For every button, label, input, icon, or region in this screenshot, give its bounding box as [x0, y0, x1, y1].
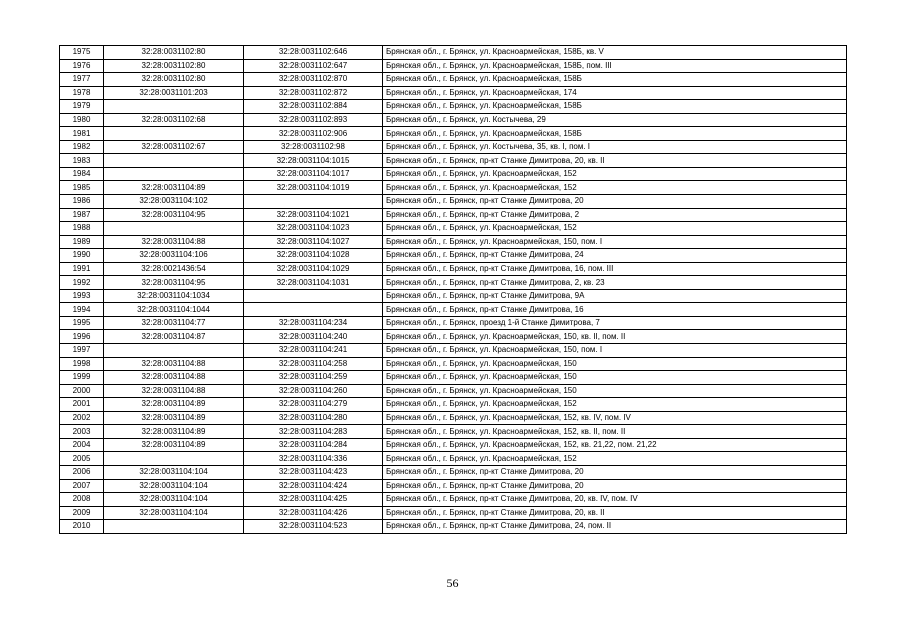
address-cell: Брянская обл., г. Брянск, ул. Красноармейская, 150: [383, 384, 847, 398]
table-row: [60, 167, 847, 181]
address-cell: Брянская обл., г. Брянск, пр-кт Станке Димитрова, 20: [383, 465, 847, 479]
old-cadastral-number-cell: 32:28:0031104:1044: [104, 303, 244, 317]
new-cadastral-number-cell: 32:28:0031104:523: [244, 520, 383, 534]
new-cadastral-number-cell: 32:28:0031104:241: [244, 344, 383, 358]
new-cadastral-number-cell: [244, 303, 383, 317]
row-number-cell: 1982: [60, 140, 104, 154]
address-cell: Брянская обл., г. Брянск, ул. Красноармейская, 150: [383, 371, 847, 385]
old-cadastral-number-cell: 32:28:0031102:68: [104, 113, 244, 127]
table-row: [60, 113, 847, 127]
address-cell: Брянская обл., г. Брянск, пр-кт Станке Димитрова, 20, кв. II: [383, 506, 847, 520]
table-row: [60, 262, 847, 276]
registry-table: [59, 45, 847, 534]
old-cadastral-number-cell: 32:28:0031104:89: [104, 438, 244, 452]
old-cadastral-number-cell: 32:28:0031104:89: [104, 411, 244, 425]
table-row: [60, 506, 847, 520]
row-number-cell: 1987: [60, 208, 104, 222]
row-number-cell: 2004: [60, 438, 104, 452]
table-row: [60, 384, 847, 398]
address-cell: Брянская обл., г. Брянск, пр-кт Станке Димитрова, 24: [383, 249, 847, 263]
table-row: [60, 289, 847, 303]
new-cadastral-number-cell: 32:28:0031102:884: [244, 100, 383, 114]
new-cadastral-number-cell: 32:28:0031102:893: [244, 113, 383, 127]
old-cadastral-number-cell: 32:28:0031102:80: [104, 73, 244, 87]
old-cadastral-number-cell: 32:28:0031102:80: [104, 46, 244, 60]
row-number-cell: 2001: [60, 398, 104, 412]
table-row: [60, 316, 847, 330]
table-row: [60, 493, 847, 507]
table-row: [60, 411, 847, 425]
address-cell: Брянская обл., г. Брянск, ул. Красноармейская, 152: [383, 398, 847, 412]
row-number-cell: 2008: [60, 493, 104, 507]
table-row: [60, 235, 847, 249]
row-number-cell: 2003: [60, 425, 104, 439]
address-cell: Брянская обл., г. Брянск, пр-кт Станке Димитрова, 16, пом. III: [383, 262, 847, 276]
row-number-cell: 1999: [60, 371, 104, 385]
new-cadastral-number-cell: 32:28:0031104:426: [244, 506, 383, 520]
old-cadastral-number-cell: 32:28:0031104:89: [104, 398, 244, 412]
old-cadastral-number-cell: 32:28:0021436:54: [104, 262, 244, 276]
table-row: [60, 276, 847, 290]
table-row: [60, 425, 847, 439]
new-cadastral-number-cell: 32:28:0031102:646: [244, 46, 383, 60]
old-cadastral-number-cell: 32:28:0031102:80: [104, 59, 244, 73]
address-cell: Брянская обл., г. Брянск, ул. Красноармейская, 152, кв. 21,22, пом. 21,22: [383, 438, 847, 452]
table-row: [60, 86, 847, 100]
address-cell: Брянская обл., г. Брянск, пр-кт Станке Димитрова, 20, кв. IV, пом. IV: [383, 493, 847, 507]
row-number-cell: 1990: [60, 249, 104, 263]
row-number-cell: 1984: [60, 167, 104, 181]
address-cell: Брянская обл., г. Брянск, пр-кт Станке Димитрова, 20, кв. II: [383, 154, 847, 168]
new-cadastral-number-cell: 32:28:0031104:424: [244, 479, 383, 493]
old-cadastral-number-cell: [104, 520, 244, 534]
old-cadastral-number-cell: 32:28:0031104:88: [104, 235, 244, 249]
address-cell: Брянская обл., г. Брянск, ул. Красноармейская, 152: [383, 222, 847, 236]
row-number-cell: 2005: [60, 452, 104, 466]
address-cell: Брянская обл., г. Брянск, ул. Красноармейская, 150, пом. I: [383, 235, 847, 249]
old-cadastral-number-cell: 32:28:0031104:1034: [104, 289, 244, 303]
new-cadastral-number-cell: 32:28:0031104:258: [244, 357, 383, 371]
old-cadastral-number-cell: 32:28:0031104:95: [104, 276, 244, 290]
table-row: [60, 249, 847, 263]
table-row: [60, 344, 847, 358]
table-row: [60, 140, 847, 154]
row-number-cell: 2000: [60, 384, 104, 398]
new-cadastral-number-cell: 32:28:0031104:425: [244, 493, 383, 507]
new-cadastral-number-cell: 32:28:0031104:1023: [244, 222, 383, 236]
address-cell: Брянская обл., г. Брянск, ул. Костычева, 35, кв. I, пом. I: [383, 140, 847, 154]
new-cadastral-number-cell: 32:28:0031104:283: [244, 425, 383, 439]
row-number-cell: 1978: [60, 86, 104, 100]
address-cell: Брянская обл., г. Брянск, ул. Красноармейская, 152, кв. IV, пом. IV: [383, 411, 847, 425]
address-cell: Брянская обл., г. Брянск, ул. Красноармейская, 150: [383, 357, 847, 371]
address-cell: Брянская обл., г. Брянск, ул. Красноармейская, 152: [383, 167, 847, 181]
row-number-cell: 2007: [60, 479, 104, 493]
table-row: [60, 465, 847, 479]
old-cadastral-number-cell: [104, 452, 244, 466]
row-number-cell: 1993: [60, 289, 104, 303]
page-number: 56: [446, 576, 459, 590]
address-cell: Брянская обл., г. Брянск, ул. Красноармейская, 158Б, пом. III: [383, 59, 847, 73]
new-cadastral-number-cell: 32:28:0031104:234: [244, 316, 383, 330]
row-number-cell: 2010: [60, 520, 104, 534]
table-row: [60, 195, 847, 209]
address-cell: Брянская обл., г. Брянск, ул. Красноармейская, 152: [383, 181, 847, 195]
old-cadastral-number-cell: 32:28:0031104:88: [104, 384, 244, 398]
new-cadastral-number-cell: 32:28:0031104:279: [244, 398, 383, 412]
table-row: [60, 452, 847, 466]
new-cadastral-number-cell: [244, 195, 383, 209]
table-row: [60, 73, 847, 87]
old-cadastral-number-cell: 32:28:0031104:88: [104, 371, 244, 385]
old-cadastral-number-cell: 32:28:0031101:203: [104, 86, 244, 100]
new-cadastral-number-cell: 32:28:0031102:98: [244, 140, 383, 154]
row-number-cell: 1998: [60, 357, 104, 371]
new-cadastral-number-cell: 32:28:0031104:1021: [244, 208, 383, 222]
table-row: [60, 208, 847, 222]
row-number-cell: 1975: [60, 46, 104, 60]
old-cadastral-number-cell: [104, 167, 244, 181]
new-cadastral-number-cell: 32:28:0031102:870: [244, 73, 383, 87]
table-row: [60, 127, 847, 141]
new-cadastral-number-cell: [244, 289, 383, 303]
old-cadastral-number-cell: 32:28:0031104:104: [104, 465, 244, 479]
table-row: [60, 398, 847, 412]
row-number-cell: 1994: [60, 303, 104, 317]
row-number-cell: 2002: [60, 411, 104, 425]
address-cell: Брянская обл., г. Брянск, ул. Красноармейская, 158Б: [383, 100, 847, 114]
address-cell: Брянская обл., г. Брянск, ул. Красноармейская, 174: [383, 86, 847, 100]
old-cadastral-number-cell: 32:28:0031104:106: [104, 249, 244, 263]
address-cell: Брянская обл., г. Брянск, ул. Красноармейская, 152, кв. II, пом. II: [383, 425, 847, 439]
address-cell: Брянская обл., г. Брянск, ул. Красноармейская, 152: [383, 452, 847, 466]
row-number-cell: 1997: [60, 344, 104, 358]
old-cadastral-number-cell: 32:28:0031104:89: [104, 425, 244, 439]
new-cadastral-number-cell: 32:28:0031102:906: [244, 127, 383, 141]
address-cell: Брянская обл., г. Брянск, ул. Красноармейская, 158Б, кв. V: [383, 46, 847, 60]
address-cell: Брянская обл., г. Брянск, ул. Красноармейская, 150, пом. I: [383, 344, 847, 358]
new-cadastral-number-cell: 32:28:0031104:1015: [244, 154, 383, 168]
new-cadastral-number-cell: 32:28:0031102:647: [244, 59, 383, 73]
new-cadastral-number-cell: 32:28:0031104:423: [244, 465, 383, 479]
row-number-cell: 1981: [60, 127, 104, 141]
address-cell: Брянская обл., г. Брянск, ул. Костычева, 29: [383, 113, 847, 127]
new-cadastral-number-cell: 32:28:0031104:1028: [244, 249, 383, 263]
new-cadastral-number-cell: 32:28:0031104:1027: [244, 235, 383, 249]
row-number-cell: 2009: [60, 506, 104, 520]
address-cell: Брянская обл., г. Брянск, ул. Красноармейская, 150, кв. II, пом. II: [383, 330, 847, 344]
new-cadastral-number-cell: 32:28:0031104:280: [244, 411, 383, 425]
row-number-cell: 1996: [60, 330, 104, 344]
table-row: [60, 438, 847, 452]
new-cadastral-number-cell: 32:28:0031104:284: [244, 438, 383, 452]
table-row: [60, 303, 847, 317]
table-row: [60, 357, 847, 371]
row-number-cell: 2006: [60, 465, 104, 479]
row-number-cell: 1985: [60, 181, 104, 195]
address-cell: Брянская обл., г. Брянск, пр-кт Станке Димитрова, 16: [383, 303, 847, 317]
table-row: [60, 330, 847, 344]
old-cadastral-number-cell: 32:28:0031104:95: [104, 208, 244, 222]
row-number-cell: 1991: [60, 262, 104, 276]
new-cadastral-number-cell: 32:28:0031104:1019: [244, 181, 383, 195]
new-cadastral-number-cell: 32:28:0031102:872: [244, 86, 383, 100]
row-number-cell: 1983: [60, 154, 104, 168]
old-cadastral-number-cell: [104, 127, 244, 141]
row-number-cell: 1986: [60, 195, 104, 209]
old-cadastral-number-cell: 32:28:0031104:77: [104, 316, 244, 330]
row-number-cell: 1977: [60, 73, 104, 87]
address-cell: Брянская обл., г. Брянск, пр-кт Станке Димитрова, 2: [383, 208, 847, 222]
old-cadastral-number-cell: [104, 222, 244, 236]
address-cell: Брянская обл., г. Брянск, ул. Красноармейская, 158Б: [383, 127, 847, 141]
row-number-cell: 1989: [60, 235, 104, 249]
table-row: [60, 181, 847, 195]
address-cell: Брянская обл., г. Брянск, проезд 1-й Станке Димитрова, 7: [383, 316, 847, 330]
new-cadastral-number-cell: 32:28:0031104:1017: [244, 167, 383, 181]
address-cell: Брянская обл., г. Брянск, пр-кт Станке Димитрова, 2, кв. 23: [383, 276, 847, 290]
row-number-cell: 1980: [60, 113, 104, 127]
old-cadastral-number-cell: [104, 100, 244, 114]
table-row: [60, 154, 847, 168]
row-number-cell: 1976: [60, 59, 104, 73]
address-cell: Брянская обл., г. Брянск, пр-кт Станке Димитрова, 20: [383, 479, 847, 493]
new-cadastral-number-cell: 32:28:0031104:260: [244, 384, 383, 398]
old-cadastral-number-cell: 32:28:0031104:104: [104, 493, 244, 507]
old-cadastral-number-cell: [104, 154, 244, 168]
table-row: [60, 371, 847, 385]
row-number-cell: 1979: [60, 100, 104, 114]
table-row: [60, 520, 847, 534]
new-cadastral-number-cell: 32:28:0031104:259: [244, 371, 383, 385]
table-row: [60, 46, 847, 60]
old-cadastral-number-cell: 32:28:0031102:67: [104, 140, 244, 154]
address-cell: Брянская обл., г. Брянск, пр-кт Станке Димитрова, 9А: [383, 289, 847, 303]
old-cadastral-number-cell: 32:28:0031104:102: [104, 195, 244, 209]
new-cadastral-number-cell: 32:28:0031104:240: [244, 330, 383, 344]
table-row: [60, 100, 847, 114]
old-cadastral-number-cell: 32:28:0031104:89: [104, 181, 244, 195]
table-row: [60, 59, 847, 73]
table-row: [60, 479, 847, 493]
row-number-cell: 1988: [60, 222, 104, 236]
row-number-cell: 1992: [60, 276, 104, 290]
new-cadastral-number-cell: 32:28:0031104:336: [244, 452, 383, 466]
registry-table-body: [60, 46, 847, 534]
new-cadastral-number-cell: 32:28:0031104:1029: [244, 262, 383, 276]
old-cadastral-number-cell: [104, 344, 244, 358]
row-number-cell: 1995: [60, 316, 104, 330]
old-cadastral-number-cell: 32:28:0031104:104: [104, 479, 244, 493]
new-cadastral-number-cell: 32:28:0031104:1031: [244, 276, 383, 290]
address-cell: Брянская обл., г. Брянск, пр-кт Станке Димитрова, 24, пом. II: [383, 520, 847, 534]
table-row: [60, 222, 847, 236]
old-cadastral-number-cell: 32:28:0031104:87: [104, 330, 244, 344]
address-cell: Брянская обл., г. Брянск, ул. Красноармейская, 158Б: [383, 73, 847, 87]
old-cadastral-number-cell: 32:28:0031104:104: [104, 506, 244, 520]
old-cadastral-number-cell: 32:28:0031104:88: [104, 357, 244, 371]
address-cell: Брянская обл., г. Брянск, пр-кт Станке Димитрова, 20: [383, 195, 847, 209]
